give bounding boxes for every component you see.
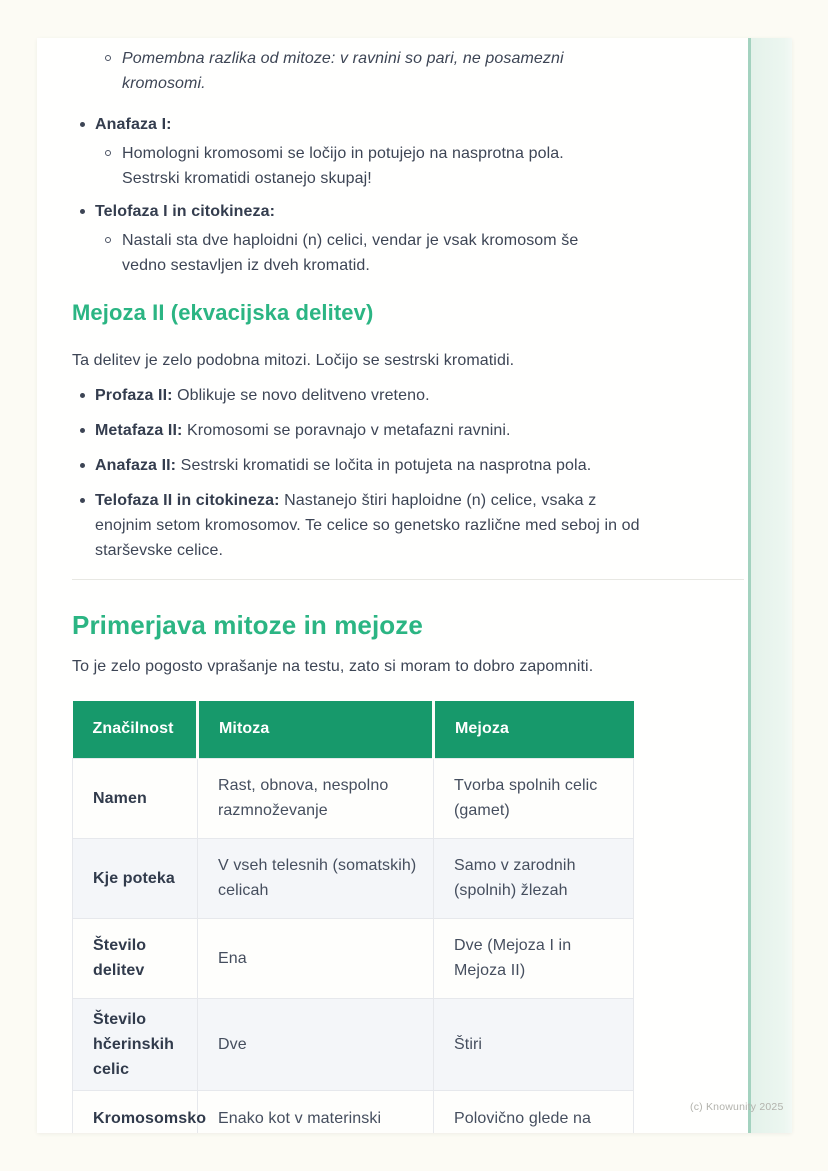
phase-description: Homologni kromosomi se ločijo in potujejo na nasprotna pola. Sestrski kromatidi ostanejo skupaj!: [122, 145, 564, 187]
row-label: Število hčerinskih celic: [73, 998, 198, 1090]
table-cell: V vseh telesnih (somatskih) celicah: [198, 838, 434, 918]
phase-label: Telofaza I in citokineza:: [95, 203, 276, 220]
table-cell: Dve (Mejoza I in Mejoza II): [434, 918, 634, 998]
list-item-telofaza1: [72, 199, 655, 278]
phase-label: Anafaza I:: [95, 116, 172, 133]
list-item-metafaza2: [72, 418, 655, 443]
table-cell: Ena: [198, 918, 434, 998]
note-text: Pomembna razlika od mitoze: v ravnini so pari, ne posamezni kromosomi.: [122, 50, 564, 92]
list-item-telofaza2: [72, 488, 655, 563]
list-item-anafaza1: [72, 112, 655, 191]
row-label: Kje poteka: [73, 838, 198, 918]
table-cell: Dve: [198, 998, 434, 1090]
list-item: [95, 228, 622, 278]
row-label: Kromosomsko: [73, 1090, 198, 1133]
row-label: Število delitev: [73, 918, 198, 998]
phase-description: Sestrski kromatidi se ločita in potujeta na nasprotna pola.: [180, 457, 592, 474]
note-list: [72, 46, 744, 96]
meiosis2-phase-list: [72, 383, 744, 563]
meiosis1-phase-list: [72, 112, 744, 278]
document-page: [37, 38, 792, 1133]
column-header-mejoza: Mejoza: [434, 701, 634, 758]
column-header-mitoza: Mitoza: [198, 701, 434, 758]
list-item-anafaza2: [72, 453, 655, 478]
phase-label: Telofaza II in citokineza:: [95, 492, 280, 509]
row-label: Namen: [73, 758, 198, 838]
comparison-table: [72, 701, 634, 1133]
page-content: [37, 38, 792, 1133]
phase-description: Nastanejo štiri haploidne (n) celice, vsaka z enojnim setom kromosomov. Te celice so genetsko različne med seboj in od starševske celice.: [95, 492, 640, 559]
phase-description: Oblikuje se novo delitveno vreteno.: [177, 387, 430, 404]
table-cell: Tvorba spolnih celic (gamet): [434, 758, 634, 838]
column-header-znacilnost: Značilnost: [73, 701, 198, 758]
comparison-intro: To je zelo pogosto vprašanje na testu, zato si moram to dobro zapomniti.: [72, 658, 594, 675]
knowunity-watermark: (c) Knowunity 2025: [690, 1101, 784, 1113]
section-heading-mejoza2: Mejoza II (ekvacijska delitev): [72, 300, 374, 325]
table-cell: Enako kot v materinski: [198, 1090, 434, 1133]
sub-list: [95, 228, 655, 278]
table-row: [73, 758, 634, 838]
table-row: [73, 918, 634, 998]
table-header-row: [73, 701, 634, 758]
phase-label: Anafaza II:: [95, 457, 177, 474]
sub-list: [95, 141, 655, 191]
table-cell: Rast, obnova, nespolno razmnoževanje: [198, 758, 434, 838]
phase-label: Metafaza II:: [95, 422, 183, 439]
phase-description: Nastali sta dve haploidni (n) celici, vendar je vsak kromosom še vedno sestavljen iz dveh kromatid.: [122, 232, 579, 274]
table-row: [73, 1090, 634, 1133]
table-row: [73, 838, 634, 918]
section-divider: [72, 579, 744, 580]
table-cell: Štiri: [434, 998, 634, 1090]
phase-description: Kromosomi se poravnajo v metafazni ravnini.: [187, 422, 511, 439]
phase-label: Profaza II:: [95, 387, 173, 404]
list-item-note: [72, 46, 622, 96]
table-cell: Polovično glede na: [434, 1090, 634, 1133]
list-item-profaza2: [72, 383, 655, 408]
section-heading-primerjava: Primerjava mitoze in mejoze: [72, 610, 423, 640]
table-cell: Samo v zarodnih (spolnih) žlezah: [434, 838, 634, 918]
table-row: [73, 998, 634, 1090]
mejoza2-intro: Ta delitev je zelo podobna mitozi. Ločijo se sestrski kromatidi.: [72, 352, 515, 369]
list-item: [95, 141, 622, 191]
